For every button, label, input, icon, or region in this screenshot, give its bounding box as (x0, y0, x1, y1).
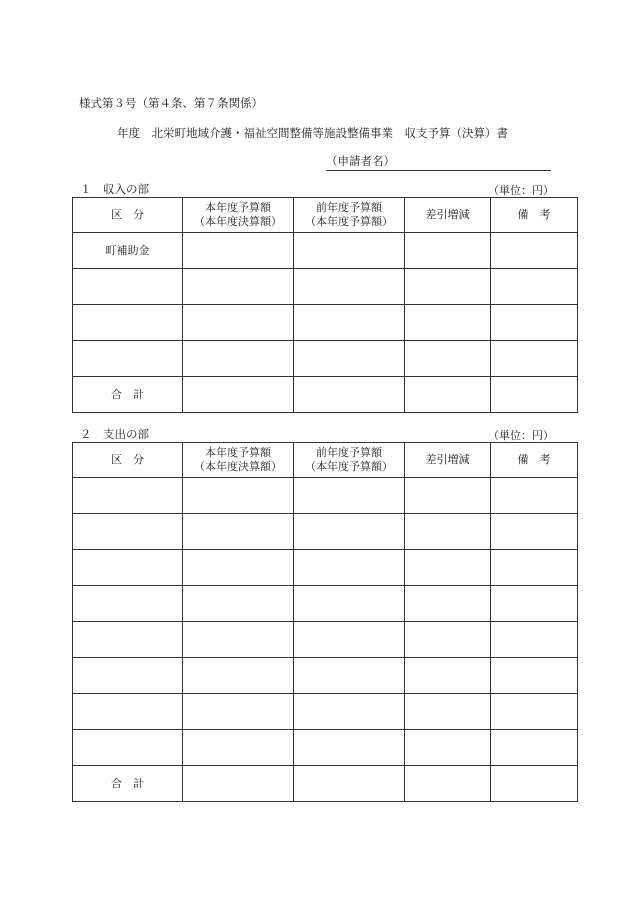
cell-remarks[interactable] (491, 766, 578, 802)
cell-previous[interactable] (294, 514, 405, 550)
cell-current[interactable] (183, 658, 294, 694)
row-category[interactable] (73, 730, 183, 766)
cell-remarks[interactable] (491, 550, 578, 586)
cell-current[interactable] (183, 514, 294, 550)
row-category[interactable] (73, 269, 183, 305)
table-row (73, 478, 578, 514)
col-previous-budget: 前年度予算額 （本年度予算額） (294, 198, 405, 233)
cell-remarks[interactable] (491, 586, 578, 622)
cell-remarks[interactable] (491, 305, 578, 341)
cell-current[interactable] (183, 586, 294, 622)
total-row (73, 766, 578, 802)
cell-previous[interactable] (294, 233, 405, 269)
table-row (73, 305, 578, 341)
income-heading: １ 収入の部 (80, 182, 149, 196)
row-category[interactable] (73, 478, 183, 514)
cell-difference[interactable] (405, 622, 491, 658)
total-label: 合 計 (73, 377, 183, 413)
cell-difference[interactable] (405, 730, 491, 766)
expenditure-heading: ２ 支出の部 (80, 427, 149, 441)
col-current-budget: 本年度予算額 （本年度決算額） (183, 443, 294, 478)
table-row (73, 694, 578, 730)
table-row (73, 550, 578, 586)
cell-current[interactable] (183, 269, 294, 305)
form-number: 様式第３号（第４条、第７条関係） (79, 96, 263, 110)
cell-previous[interactable] (294, 766, 405, 802)
cell-previous[interactable] (294, 658, 405, 694)
cell-current[interactable] (183, 341, 294, 377)
cell-current[interactable] (183, 305, 294, 341)
document-title: 年度 北栄町地域介護・福祉空間整備等施設整備事業 収支予算（決算）書 (117, 126, 508, 140)
total-label: 合 計 (73, 766, 183, 802)
cell-current[interactable] (183, 694, 294, 730)
cell-difference[interactable] (405, 658, 491, 694)
cell-difference[interactable] (405, 269, 491, 305)
cell-previous[interactable] (294, 694, 405, 730)
cell-previous[interactable] (294, 586, 405, 622)
col-difference: 差引増減 (405, 443, 491, 478)
table-row (73, 233, 578, 269)
cell-previous[interactable] (294, 377, 405, 413)
cell-difference[interactable] (405, 377, 491, 413)
row-category[interactable] (73, 622, 183, 658)
cell-remarks[interactable] (491, 730, 578, 766)
income-unit: （単位：円） (488, 184, 554, 197)
income-table (72, 197, 578, 413)
row-category[interactable] (73, 550, 183, 586)
row-category[interactable] (73, 586, 183, 622)
col-remarks: 備 考 (491, 198, 578, 233)
applicant-name-field[interactable] (326, 153, 551, 171)
cell-remarks[interactable] (491, 233, 578, 269)
cell-current[interactable] (183, 377, 294, 413)
cell-difference[interactable] (405, 586, 491, 622)
row-category[interactable] (73, 305, 183, 341)
cell-difference[interactable] (405, 233, 491, 269)
cell-difference[interactable] (405, 341, 491, 377)
col-category: 区 分 (73, 443, 183, 478)
col-previous-budget: 前年度予算額 （本年度予算額） (294, 443, 405, 478)
expenditure-table (72, 442, 578, 802)
table-row (73, 341, 578, 377)
cell-previous[interactable] (294, 305, 405, 341)
cell-previous[interactable] (294, 269, 405, 305)
table-row (73, 622, 578, 658)
cell-current[interactable] (183, 478, 294, 514)
cell-previous[interactable] (294, 622, 405, 658)
col-remarks: 備 考 (491, 443, 578, 478)
cell-remarks[interactable] (491, 377, 578, 413)
row-category[interactable] (73, 341, 183, 377)
col-current-budget: 本年度予算額 （本年度決算額） (183, 198, 294, 233)
cell-remarks[interactable] (491, 269, 578, 305)
expenditure-header-row (73, 443, 578, 478)
cell-difference[interactable] (405, 478, 491, 514)
cell-difference[interactable] (405, 514, 491, 550)
cell-remarks[interactable] (491, 478, 578, 514)
cell-previous[interactable] (294, 550, 405, 586)
table-row (73, 586, 578, 622)
expenditure-unit: （単位：円） (488, 429, 554, 442)
cell-current[interactable] (183, 233, 294, 269)
cell-remarks[interactable] (491, 622, 578, 658)
cell-current[interactable] (183, 766, 294, 802)
row-category: 町補助金 (73, 233, 183, 269)
col-category: 区 分 (73, 198, 183, 233)
cell-remarks[interactable] (491, 341, 578, 377)
cell-remarks[interactable] (491, 694, 578, 730)
total-row (73, 377, 578, 413)
table-row (73, 269, 578, 305)
cell-current[interactable] (183, 550, 294, 586)
cell-difference[interactable] (405, 305, 491, 341)
cell-difference[interactable] (405, 550, 491, 586)
row-category[interactable] (73, 514, 183, 550)
col-difference: 差引増減 (405, 198, 491, 233)
table-row (73, 730, 578, 766)
cell-current[interactable] (183, 622, 294, 658)
cell-difference[interactable] (405, 766, 491, 802)
cell-previous[interactable] (294, 341, 405, 377)
row-category[interactable] (73, 658, 183, 694)
table-row (73, 658, 578, 694)
cell-remarks[interactable] (491, 514, 578, 550)
applicant-label: （申請者名） (326, 154, 395, 168)
row-category[interactable] (73, 694, 183, 730)
cell-remarks[interactable] (491, 658, 578, 694)
cell-previous[interactable] (294, 730, 405, 766)
cell-difference[interactable] (405, 694, 491, 730)
income-header-row (73, 198, 578, 233)
table-row (73, 514, 578, 550)
cell-previous[interactable] (294, 478, 405, 514)
cell-current[interactable] (183, 730, 294, 766)
